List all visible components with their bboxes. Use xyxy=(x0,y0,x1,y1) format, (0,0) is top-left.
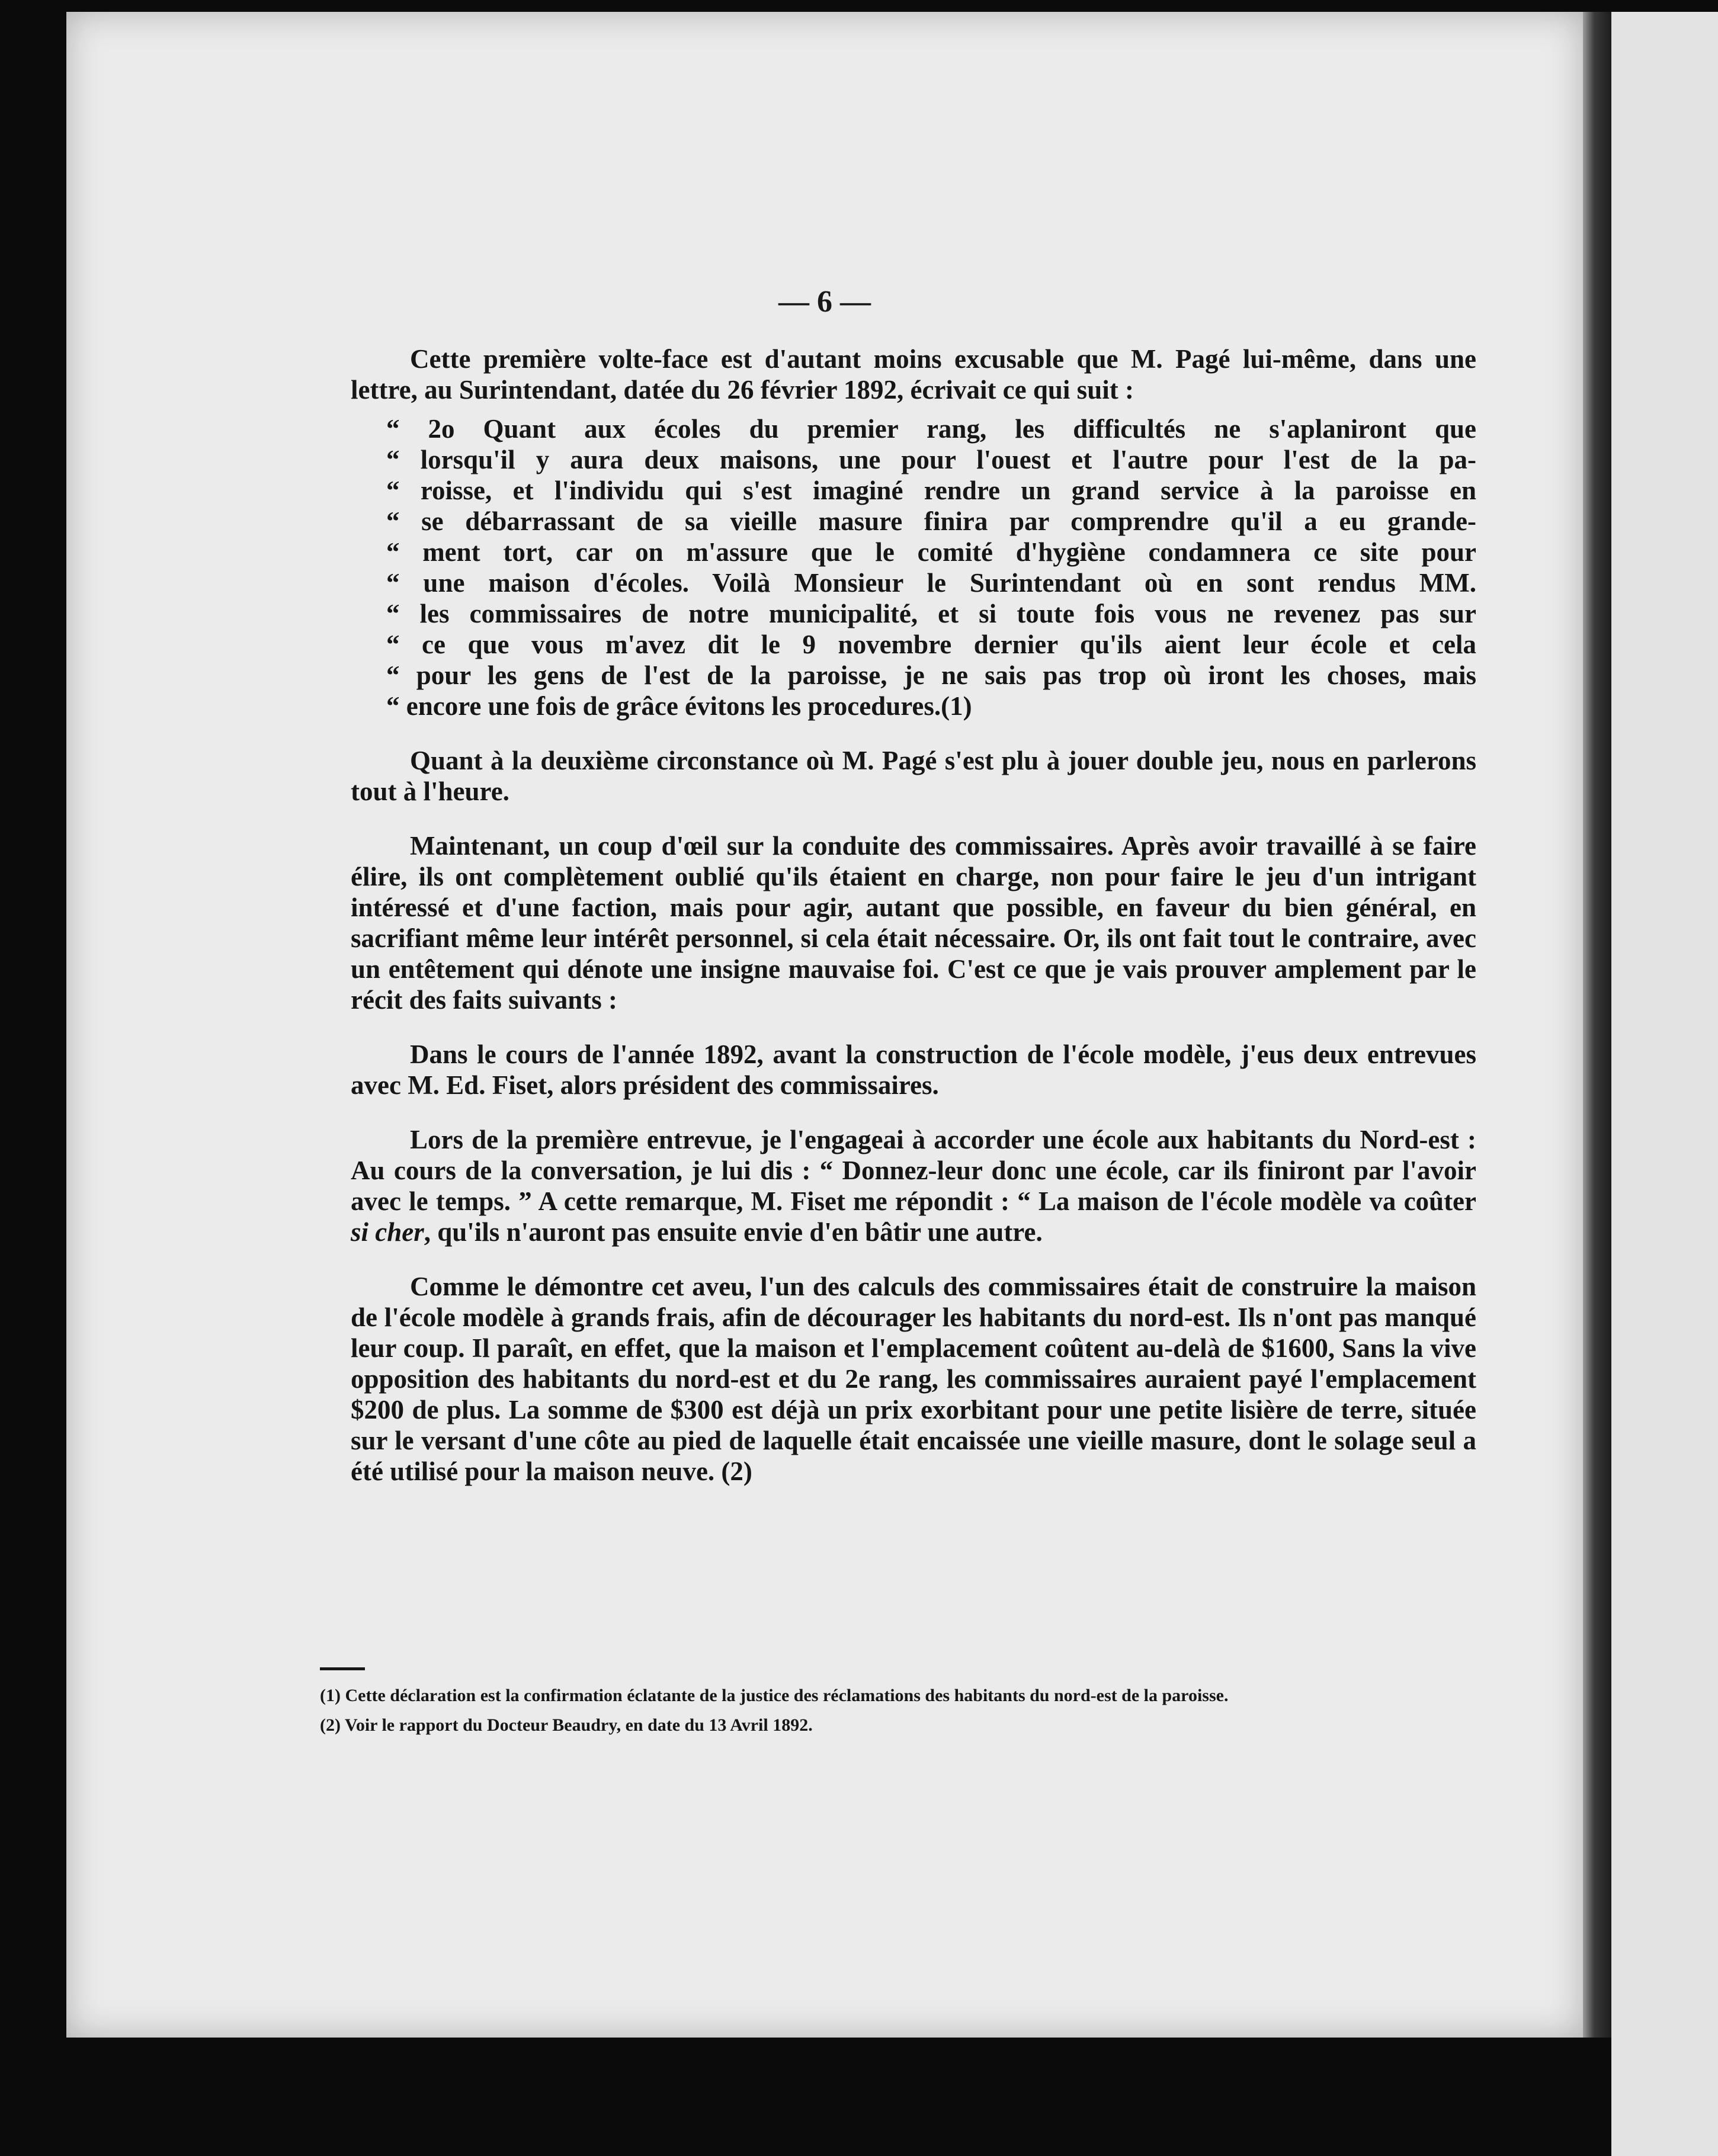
paragraph-fiset-end: , qu'ils n'auront pas ensuite envie d'en bâtir une autre. xyxy=(424,1217,1043,1247)
adjacent-page-edge xyxy=(1611,12,1718,2156)
emphasis-si-cher: si cher xyxy=(351,1217,424,1247)
quote-line: “ ce que vous m'avez dit le 9 novembre dernier qu'ils aient leur école et cela xyxy=(386,630,1476,659)
page-number: — 6 — xyxy=(778,285,871,319)
page-binding-edge xyxy=(1583,12,1611,2038)
quote-line: “ lorsqu'il y aura deux maisons, une pour l'ouest et l'autre pour l'est de la pa- xyxy=(386,445,1476,474)
paragraph-entrevues: Dans le cours de l'année 1892, avant la construction de l'école modèle, j'eus deux entrevues avec M. Ed. Fiset, alors président des commissaires. xyxy=(351,1040,1476,1100)
body-text xyxy=(351,344,1476,1510)
footnotes xyxy=(284,1685,1422,1744)
paragraph-commissaires: Maintenant, un coup d'œil sur la conduite des commissaires. Après avoir travaillé à se faire élire, ils ont complètement oublié qu'ils étaient en charge, non pour faire le jeu d'un intrigant intéressé et d'une faction, mais pour agir, autant que possible, en faveur du bien général, en sacrifiant même leur intérêt personnel, si cela était nécessaire. Or, ils ont fait tout le contraire, avec un entêtement qui dénote une insigne mauvaise foi. C'est ce que je vais prouver amplement par le récit des faits suivants : xyxy=(351,831,1476,1015)
quote-line: “ 2o Quant aux écoles du premier rang, les difficultés ne s'aplaniront que xyxy=(386,414,1476,444)
footnote-rule xyxy=(320,1667,365,1670)
paragraph-fiset-start: Lors de la première entrevue, je l'engageai à accorder une école aux habitants du Nord-est : Au cours de la conversation, je lui dis : “ Donnez-leur donc une école, car ils finiront par l'avoir avec le temps. ” A cette remarque, M. Fiset me répondit : “ La maison de l'école modèle va coûter xyxy=(351,1125,1476,1216)
quote-line: “ roisse, et l'individu qui s'est imaginé rendre un grand service à la paroisse en xyxy=(386,476,1476,505)
paragraph-intro: Cette première volte-face est d'autant moins excusable que M. Pagé lui-même, dans une lettre, au Surintendant, datée du 26 février 1892, écrivait ce qui suit : xyxy=(351,344,1476,405)
footnote-1: (1) Cette déclaration est la confirmation éclatante de la justice des réclamations des habitants du nord-est de la paroisse. xyxy=(320,1686,1229,1705)
quoted-letter xyxy=(386,413,1476,721)
quote-line: “ une maison d'écoles. Voilà Monsieur le Surintendant où en sont rendus MM. xyxy=(386,568,1476,598)
quote-line: “ encore une fois de grâce évitons les procedures.(1) xyxy=(386,691,972,721)
quote-line: “ se débarrassant de sa vieille masure finira par comprendre qu'il a eu grande- xyxy=(386,506,1476,536)
paragraph-fiset xyxy=(351,1124,1476,1247)
paragraph-calculs: Comme le démontre cet aveu, l'un des calculs des commissaires était de construire la maison de l'école modèle à grands frais, afin de décourager les habitants du nord-est. Ils n'ont pas manqué leur coup. Il paraît, en effet, que la maison et l'emplacement coûtent au-delà de $1600, Sans la vive opposition des habitants du nord-est et du 2e rang, les commissaires auraient payé l'emplacement $200 de plus. La somme de $300 est déjà un prix exorbitant pour une petite lisière de terre, située sur le versant d'une côte au pied de laquelle était encaissée une vieille masure, dont le solage seul a été utilisé pour la maison neuve. (2) xyxy=(351,1272,1476,1486)
quote-line: “ les commissaires de notre municipalité, et si toute fois vous ne revenez pas sur xyxy=(386,599,1476,628)
paragraph-double-jeu: Quant à la deuxième circonstance où M. Pagé s'est plu à jouer double jeu, nous en parlerons tout à l'heure. xyxy=(351,746,1476,806)
quote-line: “ pour les gens de l'est de la paroisse, je ne sais pas trop où iront les choses, mais xyxy=(386,660,1476,690)
quote-line: “ ment tort, car on m'assure que le comité d'hygiène condamnera ce site pour xyxy=(386,537,1476,567)
footnote-2: (2) Voir le rapport du Docteur Beaudry, en date du 13 Avril 1892. xyxy=(320,1715,813,1735)
